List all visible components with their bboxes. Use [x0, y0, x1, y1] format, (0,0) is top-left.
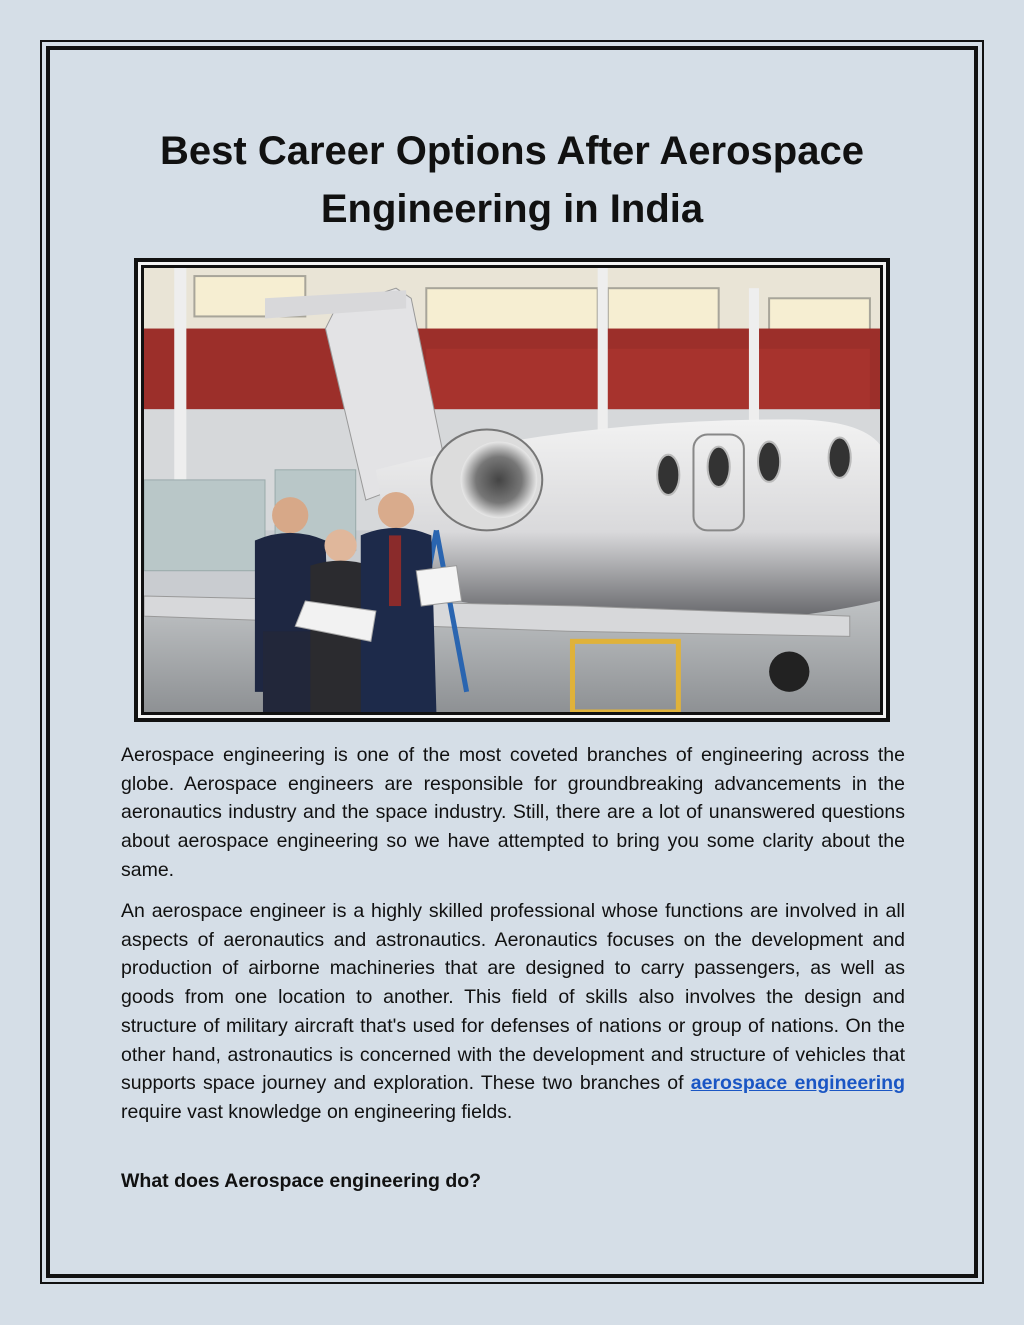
definition-text-before-link: An aerospace engineer is a highly skilled professional whose functions are involved in all aspects of aeronautics and astronautics. Aeronautics focuses on the development and production of airborne machineries that are designed to carry passengers, as well as goods from one location to another. This field of skills also involves the design and structure of military aircraft that's used for defenses of nations or group of nations. On the other hand, astronautics is concerned with the development and structure of vehicles that supports space journey and exploration. These two branches of: [121, 900, 905, 1095]
hangar-photo: [144, 268, 880, 712]
hero-image-frame: [134, 258, 890, 722]
section-subheading: What does Aerospace engineering do?: [121, 1170, 482, 1192]
page-title: [100, 122, 924, 238]
title-line-1: Best Career Options After Aerospace: [160, 129, 864, 173]
aerospace-engineering-link[interactable]: aerospace engineering: [690, 1072, 905, 1095]
intro-paragraph: Aerospace engineering is one of the most coveted branches of engineering across the globe. Aerospace engineers are responsible for groundbreaking advancements in the aeronautics industry and the space industry. Still, there are a lot of unanswered questions about aerospace engineering so we have attempted to bring you some clarity about the same.: [121, 744, 905, 881]
hero-image: [138, 262, 886, 718]
definition-paragraph: [121, 897, 905, 1127]
definition-text-after-link: require vast knowledge on engineering fields.: [121, 1100, 513, 1123]
title-line-2: Engineering in India: [320, 187, 704, 231]
